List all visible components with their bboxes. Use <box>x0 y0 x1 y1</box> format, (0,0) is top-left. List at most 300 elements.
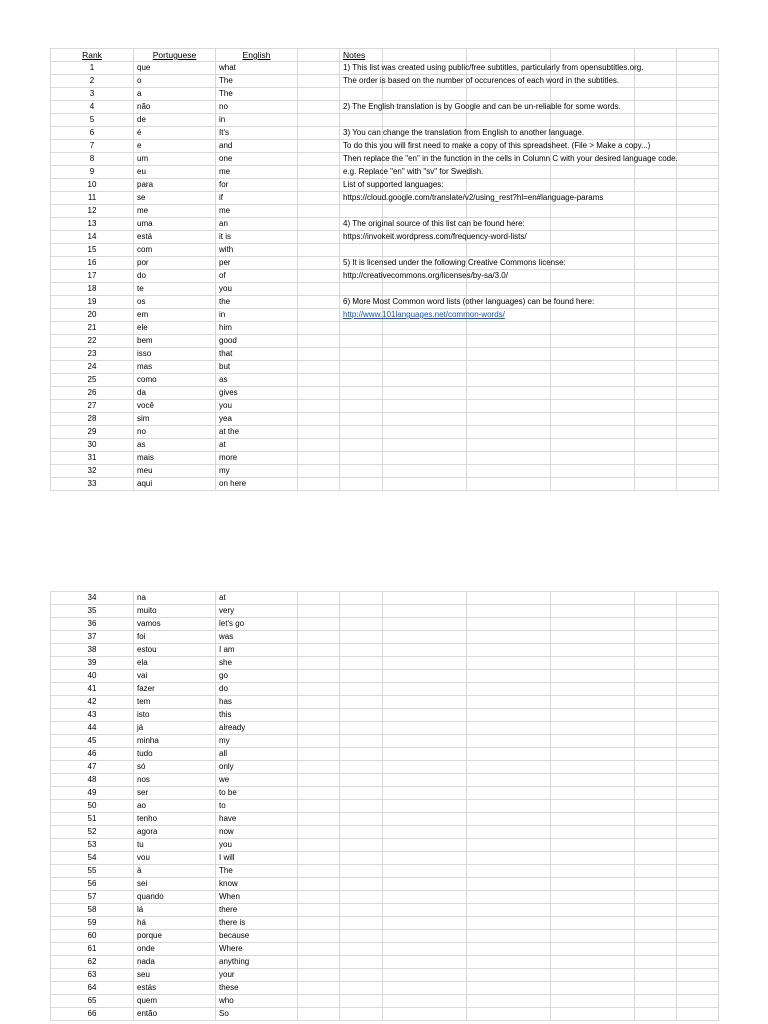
empty-cell[interactable] <box>340 335 383 348</box>
empty-cell[interactable] <box>298 709 340 722</box>
empty-cell[interactable] <box>551 722 635 735</box>
empty-cell[interactable] <box>677 787 719 800</box>
empty-cell[interactable] <box>383 774 467 787</box>
empty-cell[interactable] <box>635 244 677 257</box>
portuguese-cell[interactable]: da <box>134 387 216 400</box>
empty-cell[interactable] <box>635 839 677 852</box>
rank-cell[interactable]: 61 <box>51 943 134 956</box>
english-cell[interactable]: already <box>216 722 298 735</box>
english-cell[interactable]: an <box>216 218 298 231</box>
notes-cell[interactable] <box>340 244 383 257</box>
empty-cell[interactable] <box>467 387 551 400</box>
notes-header[interactable] <box>340 49 383 62</box>
rank-cell[interactable]: 25 <box>51 374 134 387</box>
english-cell[interactable]: in <box>216 309 298 322</box>
empty-cell[interactable] <box>383 761 467 774</box>
empty-cell[interactable] <box>677 917 719 930</box>
portuguese-cell[interactable]: eu <box>134 166 216 179</box>
notes-cell[interactable] <box>340 296 595 309</box>
notes-cell[interactable] <box>340 179 444 192</box>
empty-cell[interactable] <box>677 904 719 917</box>
portuguese-cell[interactable]: foi <box>134 631 216 644</box>
empty-cell[interactable] <box>383 439 467 452</box>
empty-cell[interactable] <box>677 179 719 192</box>
rank-cell[interactable]: 4 <box>51 101 134 114</box>
empty-cell[interactable] <box>635 192 677 205</box>
empty-cell[interactable] <box>551 644 635 657</box>
empty-cell[interactable] <box>467 114 551 127</box>
english-cell[interactable]: what <box>216 62 298 75</box>
empty-cell[interactable] <box>677 995 719 1008</box>
empty-cell[interactable] <box>467 244 551 257</box>
empty-cell[interactable] <box>551 982 635 995</box>
portuguese-cell[interactable]: então <box>134 1008 216 1021</box>
empty-cell[interactable] <box>635 49 677 62</box>
empty-cell[interactable] <box>298 205 340 218</box>
empty-cell[interactable] <box>635 592 677 605</box>
notes-link[interactable]: http://www.101languages.net/common-words/ <box>343 310 505 319</box>
empty-cell[interactable] <box>383 387 467 400</box>
empty-cell[interactable] <box>467 179 551 192</box>
empty-cell[interactable] <box>635 670 677 683</box>
empty-cell[interactable] <box>340 878 383 891</box>
empty-cell[interactable] <box>383 348 467 361</box>
empty-cell[interactable] <box>340 426 383 439</box>
empty-cell[interactable] <box>383 982 467 995</box>
empty-cell[interactable] <box>383 631 467 644</box>
empty-cell[interactable] <box>551 205 635 218</box>
english-cell[interactable]: at the <box>216 426 298 439</box>
empty-cell[interactable] <box>467 995 551 1008</box>
empty-cell[interactable] <box>677 101 719 114</box>
empty-cell[interactable] <box>467 335 551 348</box>
empty-cell[interactable] <box>298 787 340 800</box>
english-cell[interactable]: these <box>216 982 298 995</box>
rank-cell[interactable]: 51 <box>51 813 134 826</box>
empty-cell[interactable] <box>635 956 677 969</box>
english-cell[interactable]: have <box>216 813 298 826</box>
rank-cell[interactable]: 7 <box>51 140 134 153</box>
empty-cell[interactable] <box>551 592 635 605</box>
empty-cell[interactable] <box>298 335 340 348</box>
empty-cell[interactable] <box>551 335 635 348</box>
empty-cell[interactable] <box>383 114 467 127</box>
empty-cell[interactable] <box>551 348 635 361</box>
empty-cell[interactable] <box>677 852 719 865</box>
empty-cell[interactable] <box>298 761 340 774</box>
empty-cell[interactable] <box>551 748 635 761</box>
empty-cell[interactable] <box>298 309 340 322</box>
english-cell[interactable]: more <box>216 452 298 465</box>
portuguese-cell[interactable]: ao <box>134 800 216 813</box>
empty-cell[interactable] <box>383 413 467 426</box>
empty-cell[interactable] <box>551 774 635 787</box>
empty-cell[interactable] <box>677 774 719 787</box>
empty-cell[interactable] <box>340 452 383 465</box>
empty-cell[interactable] <box>677 982 719 995</box>
empty-cell[interactable] <box>340 709 383 722</box>
portuguese-cell[interactable]: não <box>134 101 216 114</box>
empty-cell[interactable] <box>340 592 383 605</box>
empty-cell[interactable] <box>383 878 467 891</box>
rank-cell[interactable]: 12 <box>51 205 134 218</box>
portuguese-cell[interactable]: ele <box>134 322 216 335</box>
empty-cell[interactable] <box>298 670 340 683</box>
empty-cell[interactable] <box>298 683 340 696</box>
empty-cell[interactable] <box>635 943 677 956</box>
rank-cell[interactable]: 19 <box>51 296 134 309</box>
english-cell[interactable]: the <box>216 296 298 309</box>
empty-cell[interactable] <box>340 891 383 904</box>
empty-cell[interactable] <box>467 348 551 361</box>
empty-cell[interactable] <box>551 244 635 257</box>
empty-cell[interactable] <box>551 270 635 283</box>
empty-cell[interactable] <box>383 426 467 439</box>
portuguese-header[interactable] <box>134 49 216 62</box>
empty-cell[interactable] <box>298 413 340 426</box>
empty-cell[interactable] <box>298 644 340 657</box>
empty-cell[interactable] <box>635 75 677 88</box>
empty-cell[interactable] <box>635 917 677 930</box>
empty-cell[interactable] <box>551 969 635 982</box>
rank-cell[interactable]: 55 <box>51 865 134 878</box>
empty-cell[interactable] <box>340 722 383 735</box>
notes-cell[interactable] <box>340 270 508 283</box>
empty-cell[interactable] <box>677 426 719 439</box>
empty-cell[interactable] <box>551 826 635 839</box>
english-cell[interactable]: there <box>216 904 298 917</box>
empty-cell[interactable] <box>551 917 635 930</box>
rank-cell[interactable]: 53 <box>51 839 134 852</box>
empty-cell[interactable] <box>677 670 719 683</box>
rank-cell[interactable]: 47 <box>51 761 134 774</box>
empty-cell[interactable] <box>298 917 340 930</box>
empty-cell[interactable] <box>551 374 635 387</box>
rank-cell[interactable]: 43 <box>51 709 134 722</box>
empty-cell[interactable] <box>551 631 635 644</box>
empty-cell[interactable] <box>635 465 677 478</box>
rank-cell[interactable]: 2 <box>51 75 134 88</box>
empty-cell[interactable] <box>467 761 551 774</box>
empty-cell[interactable] <box>635 257 677 270</box>
empty-cell[interactable] <box>298 748 340 761</box>
empty-cell[interactable] <box>340 413 383 426</box>
empty-cell[interactable] <box>635 722 677 735</box>
portuguese-cell[interactable]: só <box>134 761 216 774</box>
empty-cell[interactable] <box>467 943 551 956</box>
empty-cell[interactable] <box>551 878 635 891</box>
empty-cell[interactable] <box>383 49 467 62</box>
portuguese-cell[interactable]: na <box>134 592 216 605</box>
empty-cell[interactable] <box>677 839 719 852</box>
portuguese-cell[interactable]: meu <box>134 465 216 478</box>
rank-cell[interactable]: 18 <box>51 283 134 296</box>
rank-cell[interactable]: 24 <box>51 361 134 374</box>
empty-cell[interactable] <box>383 644 467 657</box>
empty-cell[interactable] <box>298 592 340 605</box>
empty-cell[interactable] <box>635 270 677 283</box>
empty-cell[interactable] <box>677 800 719 813</box>
empty-cell[interactable] <box>635 114 677 127</box>
english-cell[interactable]: It's <box>216 127 298 140</box>
english-cell[interactable]: has <box>216 696 298 709</box>
empty-cell[interactable] <box>551 813 635 826</box>
empty-cell[interactable] <box>635 644 677 657</box>
empty-cell[interactable] <box>551 465 635 478</box>
portuguese-cell[interactable]: para <box>134 179 216 192</box>
rank-cell[interactable]: 48 <box>51 774 134 787</box>
empty-cell[interactable] <box>298 982 340 995</box>
empty-cell[interactable] <box>298 283 340 296</box>
empty-cell[interactable] <box>383 904 467 917</box>
empty-cell[interactable] <box>467 1008 551 1021</box>
english-cell[interactable]: When <box>216 891 298 904</box>
english-cell[interactable]: anything <box>216 956 298 969</box>
empty-cell[interactable] <box>677 748 719 761</box>
empty-cell[interactable] <box>383 452 467 465</box>
empty-cell[interactable] <box>298 88 340 101</box>
empty-cell[interactable] <box>467 787 551 800</box>
english-cell[interactable]: him <box>216 322 298 335</box>
portuguese-cell[interactable]: onde <box>134 943 216 956</box>
notes-cell[interactable] <box>340 231 527 244</box>
empty-cell[interactable] <box>298 257 340 270</box>
empty-cell[interactable] <box>635 322 677 335</box>
empty-cell[interactable] <box>635 218 677 231</box>
portuguese-cell[interactable]: lá <box>134 904 216 917</box>
empty-cell[interactable] <box>298 618 340 631</box>
empty-cell[interactable] <box>383 283 467 296</box>
portuguese-cell[interactable]: porque <box>134 930 216 943</box>
portuguese-cell[interactable]: com <box>134 244 216 257</box>
empty-cell[interactable] <box>383 465 467 478</box>
empty-cell[interactable] <box>298 218 340 231</box>
empty-cell[interactable] <box>298 826 340 839</box>
english-cell[interactable]: Where <box>216 943 298 956</box>
empty-cell[interactable] <box>551 852 635 865</box>
portuguese-cell[interactable]: em <box>134 309 216 322</box>
rank-cell[interactable]: 65 <box>51 995 134 1008</box>
english-cell[interactable]: you <box>216 839 298 852</box>
empty-cell[interactable] <box>635 891 677 904</box>
empty-cell[interactable] <box>298 1008 340 1021</box>
empty-cell[interactable] <box>677 283 719 296</box>
empty-cell[interactable] <box>677 592 719 605</box>
empty-cell[interactable] <box>635 787 677 800</box>
empty-cell[interactable] <box>298 852 340 865</box>
empty-cell[interactable] <box>677 322 719 335</box>
empty-cell[interactable] <box>635 995 677 1008</box>
empty-cell[interactable] <box>551 322 635 335</box>
empty-cell[interactable] <box>467 709 551 722</box>
empty-cell[interactable] <box>677 865 719 878</box>
notes-cell[interactable] <box>340 75 620 88</box>
empty-cell[interactable] <box>298 465 340 478</box>
empty-cell[interactable] <box>340 826 383 839</box>
empty-cell[interactable] <box>635 205 677 218</box>
empty-cell[interactable] <box>340 683 383 696</box>
english-cell[interactable]: my <box>216 735 298 748</box>
english-cell[interactable]: that <box>216 348 298 361</box>
english-cell[interactable]: The <box>216 75 298 88</box>
english-cell[interactable]: who <box>216 995 298 1008</box>
empty-cell[interactable] <box>677 335 719 348</box>
rank-cell[interactable]: 62 <box>51 956 134 969</box>
portuguese-cell[interactable]: à <box>134 865 216 878</box>
empty-cell[interactable] <box>635 696 677 709</box>
empty-cell[interactable] <box>467 452 551 465</box>
empty-cell[interactable] <box>677 956 719 969</box>
empty-cell[interactable] <box>467 878 551 891</box>
empty-cell[interactable] <box>677 722 719 735</box>
english-cell[interactable]: at <box>216 592 298 605</box>
empty-cell[interactable] <box>298 270 340 283</box>
empty-cell[interactable] <box>551 891 635 904</box>
portuguese-cell[interactable]: quando <box>134 891 216 904</box>
empty-cell[interactable] <box>467 413 551 426</box>
empty-cell[interactable] <box>383 735 467 748</box>
notes-cell[interactable] <box>340 205 383 218</box>
empty-cell[interactable] <box>677 166 719 179</box>
empty-cell[interactable] <box>298 943 340 956</box>
english-cell[interactable]: she <box>216 657 298 670</box>
empty-cell[interactable] <box>677 348 719 361</box>
empty-cell[interactable] <box>340 735 383 748</box>
portuguese-cell[interactable]: as <box>134 439 216 452</box>
english-cell[interactable]: me <box>216 205 298 218</box>
empty-cell[interactable] <box>635 605 677 618</box>
english-cell[interactable]: to be <box>216 787 298 800</box>
empty-cell[interactable] <box>467 605 551 618</box>
empty-cell[interactable] <box>298 865 340 878</box>
empty-cell[interactable] <box>383 956 467 969</box>
portuguese-cell[interactable]: há <box>134 917 216 930</box>
empty-cell[interactable] <box>340 839 383 852</box>
portuguese-cell[interactable]: quem <box>134 995 216 1008</box>
empty-cell[interactable] <box>298 166 340 179</box>
portuguese-cell[interactable]: seu <box>134 969 216 982</box>
empty-cell[interactable] <box>467 592 551 605</box>
portuguese-cell[interactable]: tenho <box>134 813 216 826</box>
rank-cell[interactable]: 33 <box>51 478 134 491</box>
english-cell[interactable]: very <box>216 605 298 618</box>
empty-cell[interactable] <box>383 670 467 683</box>
portuguese-cell[interactable]: estou <box>134 644 216 657</box>
rank-cell[interactable]: 31 <box>51 452 134 465</box>
english-cell[interactable]: you <box>216 283 298 296</box>
portuguese-cell[interactable]: ser <box>134 787 216 800</box>
empty-cell[interactable] <box>383 478 467 491</box>
rank-cell[interactable]: 13 <box>51 218 134 231</box>
english-cell[interactable]: I will <box>216 852 298 865</box>
rank-cell[interactable]: 59 <box>51 917 134 930</box>
empty-cell[interactable] <box>340 1008 383 1021</box>
empty-cell[interactable] <box>635 813 677 826</box>
rank-cell[interactable]: 34 <box>51 592 134 605</box>
empty-cell[interactable] <box>677 465 719 478</box>
empty-cell[interactable] <box>677 257 719 270</box>
empty-cell[interactable] <box>383 696 467 709</box>
empty-cell[interactable] <box>340 969 383 982</box>
empty-cell[interactable] <box>677 244 719 257</box>
empty-cell[interactable] <box>298 605 340 618</box>
empty-cell[interactable] <box>298 478 340 491</box>
empty-cell[interactable] <box>467 361 551 374</box>
empty-cell[interactable] <box>635 296 677 309</box>
rank-cell[interactable]: 64 <box>51 982 134 995</box>
empty-cell[interactable] <box>467 852 551 865</box>
portuguese-cell[interactable]: do <box>134 270 216 283</box>
empty-cell[interactable] <box>677 605 719 618</box>
empty-cell[interactable] <box>635 852 677 865</box>
portuguese-cell[interactable]: a <box>134 88 216 101</box>
portuguese-cell[interactable]: sim <box>134 413 216 426</box>
empty-cell[interactable] <box>551 904 635 917</box>
empty-cell[interactable] <box>677 231 719 244</box>
empty-cell[interactable] <box>467 696 551 709</box>
english-cell[interactable]: So <box>216 1008 298 1021</box>
notes-cell[interactable] <box>340 192 604 205</box>
empty-cell[interactable] <box>677 49 719 62</box>
english-cell[interactable]: I am <box>216 644 298 657</box>
empty-cell[interactable] <box>340 657 383 670</box>
empty-cell[interactable] <box>383 205 467 218</box>
empty-cell[interactable] <box>635 774 677 787</box>
rank-cell[interactable]: 1 <box>51 62 134 75</box>
english-cell[interactable]: gives <box>216 387 298 400</box>
empty-cell[interactable] <box>551 166 635 179</box>
rank-cell[interactable]: 8 <box>51 153 134 166</box>
empty-cell[interactable] <box>551 709 635 722</box>
empty-cell[interactable] <box>298 631 340 644</box>
notes-cell[interactable] <box>340 114 383 127</box>
english-cell[interactable]: let's go <box>216 618 298 631</box>
empty-cell[interactable] <box>635 361 677 374</box>
empty-cell[interactable] <box>298 322 340 335</box>
empty-cell[interactable] <box>551 387 635 400</box>
rank-cell[interactable]: 10 <box>51 179 134 192</box>
empty-cell[interactable] <box>340 696 383 709</box>
portuguese-cell[interactable]: aqui <box>134 478 216 491</box>
empty-cell[interactable] <box>340 852 383 865</box>
empty-cell[interactable] <box>340 761 383 774</box>
empty-cell[interactable] <box>551 309 635 322</box>
english-cell[interactable]: of <box>216 270 298 283</box>
empty-cell[interactable] <box>467 774 551 787</box>
empty-cell[interactable] <box>467 478 551 491</box>
empty-cell[interactable] <box>551 283 635 296</box>
english-header[interactable] <box>216 49 298 62</box>
empty-cell[interactable] <box>340 605 383 618</box>
rank-cell[interactable]: 60 <box>51 930 134 943</box>
rank-cell[interactable]: 26 <box>51 387 134 400</box>
empty-cell[interactable] <box>551 413 635 426</box>
empty-cell[interactable] <box>467 670 551 683</box>
english-cell[interactable]: but <box>216 361 298 374</box>
empty-cell[interactable] <box>340 374 383 387</box>
empty-cell[interactable] <box>298 904 340 917</box>
empty-cell[interactable] <box>383 657 467 670</box>
portuguese-cell[interactable]: me <box>134 205 216 218</box>
portuguese-cell[interactable]: vamos <box>134 618 216 631</box>
empty-cell[interactable] <box>340 322 383 335</box>
empty-cell[interactable] <box>383 839 467 852</box>
empty-cell[interactable] <box>298 735 340 748</box>
empty-cell[interactable] <box>677 309 719 322</box>
empty-cell[interactable] <box>383 852 467 865</box>
empty-cell[interactable] <box>677 192 719 205</box>
empty-cell[interactable] <box>383 374 467 387</box>
